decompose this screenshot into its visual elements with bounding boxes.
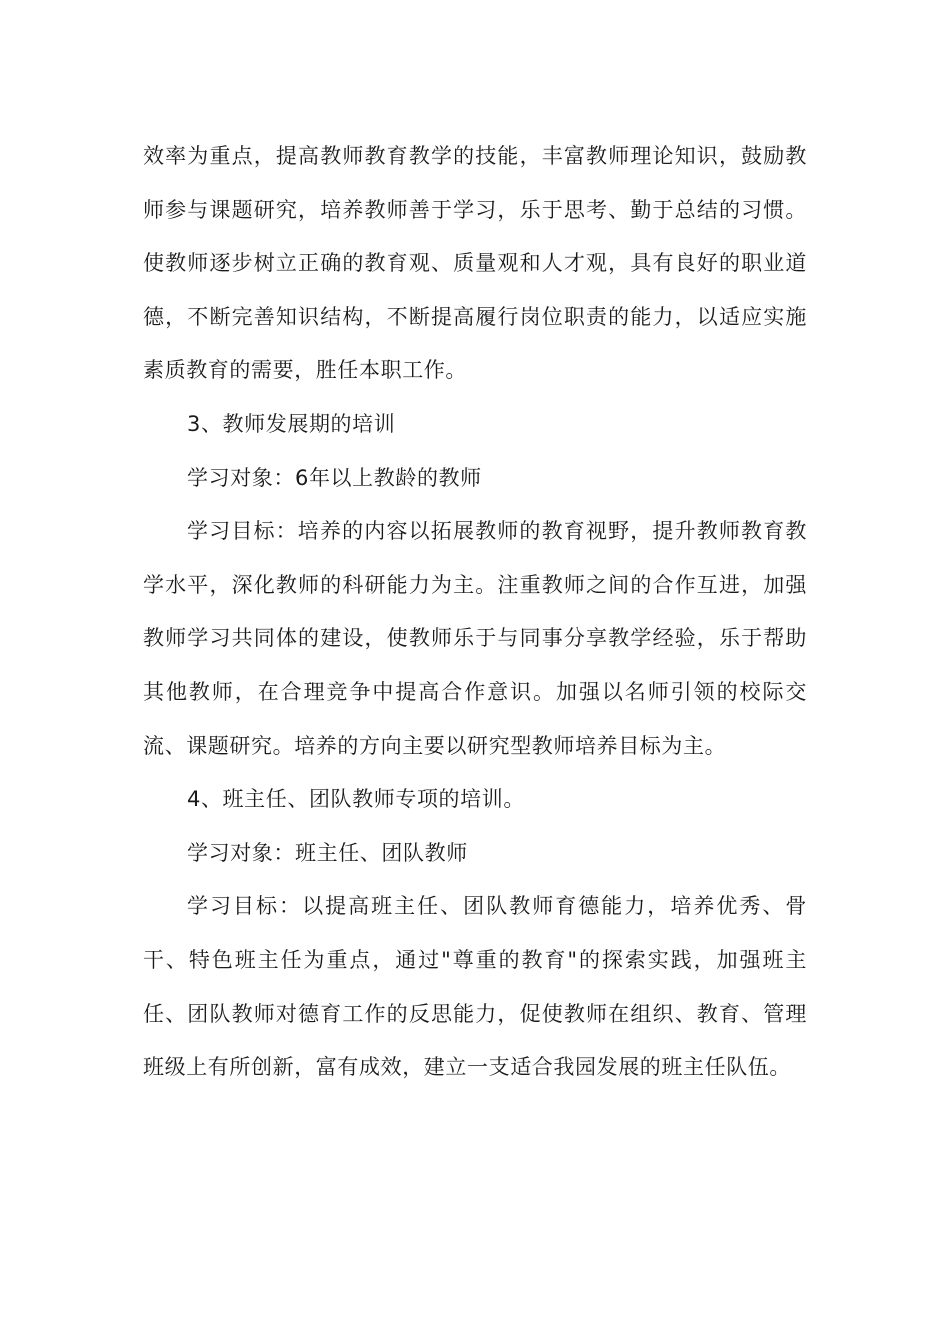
learning-target-3: 学习对象：6年以上教龄的教师	[187, 465, 482, 490]
learning-goal-3: 学习目标：培养的内容以拓展教师的教育视野，提升教师教育教学水平，深化教师的科研能力为主。注重教师之间的合作互进，加强教师学习共同体的建设，使教师乐于与同事分享教学经验，乐于帮助其他教师，在合理竞争中提高合作意识。加强以名师引领的校际交流、课题研究。培养的方向主要以研究型教师培养目标为主。	[143, 519, 807, 758]
document-body	[143, 130, 807, 1095]
learning-target-4: 学习对象：班主任、团队教师	[187, 840, 468, 865]
section-heading-3: 3、教师发展期的培训	[187, 411, 396, 436]
section-heading-4: 4、班主任、团队教师专项的培训。	[187, 787, 525, 812]
paragraph-continuation: 效率为重点，提高教师教育教学的技能，丰富教师理论知识，鼓励教师参与课题研究，培养教师善于学习，乐于思考、勤于总结的习惯。使教师逐步树立正确的教育观、质量观和人才观，具有良好的职业道德，不断完善知识结构，不断提高履行岗位职责的能力，以适应实施素质教育的需要，胜任本职工作。	[143, 144, 807, 383]
learning-goal-4: 学习目标：以提高班主任、团队教师育德能力，培养优秀、骨干、特色班主任为重点，通过"尊重的教育"的探索实践，加强班主任、团队教师对德育工作的反思能力，促使教师在组织、教育、管理班级上有所创新，富有成效，建立一支适合我园发展的班主任队伍。	[143, 894, 807, 1080]
